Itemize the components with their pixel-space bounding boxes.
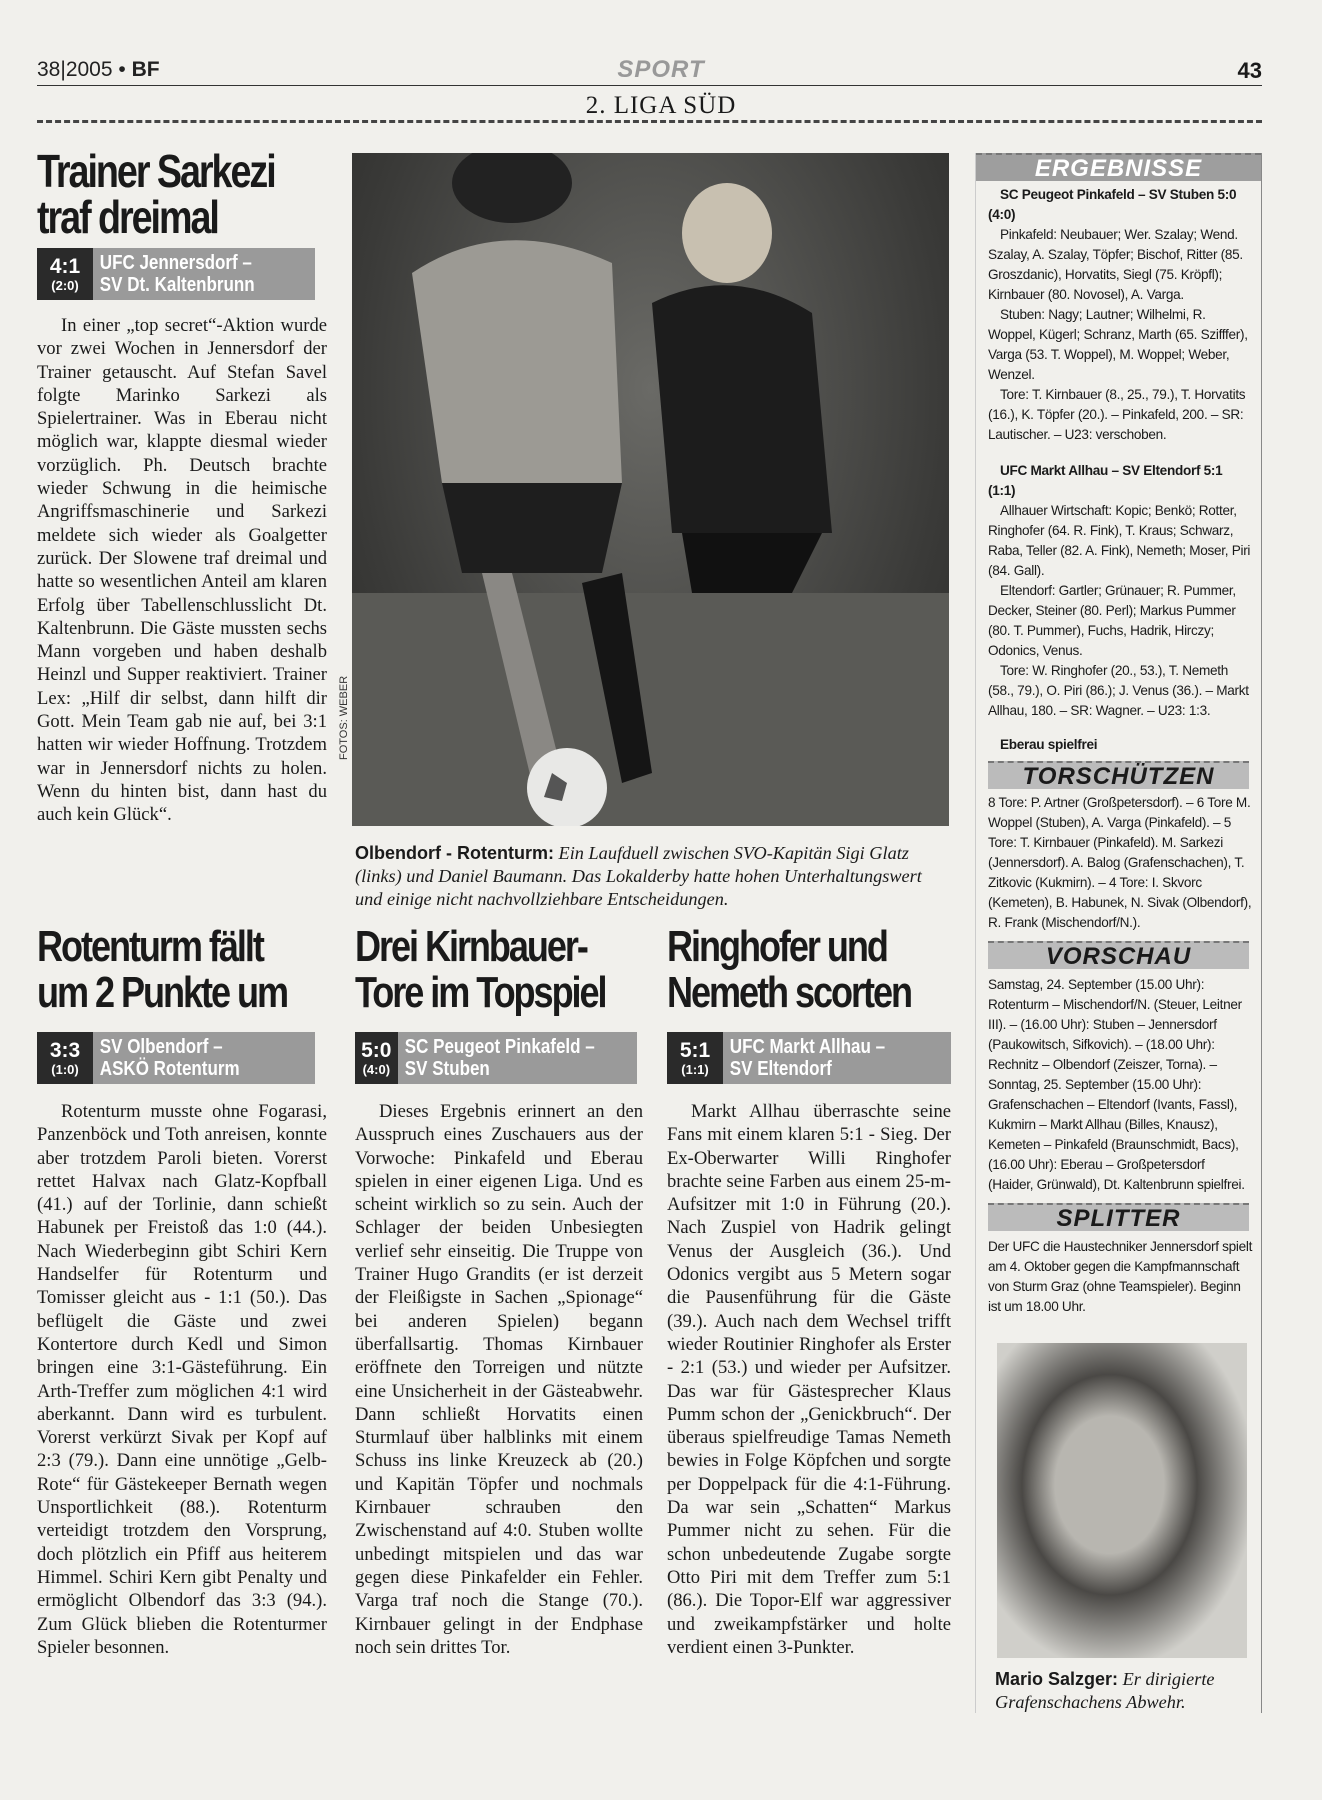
torschuetzen-heading: TORSCHÜTZEN [988,761,1249,789]
caption-lead: Mario Salzger: [995,1669,1119,1689]
lineup-away: Stuben: Nagy; Lautner; Wilhelmi, R. Woppel, Kügerl; Schranz, Marth (65. Szifffer), Varga (53. T. Woppel), M. Woppel; Weber, Wenzel. [988,307,1248,382]
halftime-score: (1:1) [681,1061,709,1077]
splitter-heading: SPLITTER [988,1203,1249,1231]
photo-caption [355,842,950,911]
halftime-score: (4:0) [362,1061,391,1077]
article-body: Dieses Ergebnis erinnert an den Ausspruch eines Zuschauers aus der Vorwoche: Pinkafeld und Eberau spielen in einer eigenen Liga. Und es scheint wirklich so zu sein. Auch der Schlager der beiden Unbesiegten verlief sehr einseitig. Die Truppe von Trainer Hugo Grandits (er ist derzeit der Fleißigste in Sachen „Spionage“ bei anderen Spielen) begann überfallsartig. Thomas Kirnbauer eröffnete den Torreigen und nützte eine Unsicherheit in der Gästeabwehr. Dann schließt Horvatits einen Sturmlauf über halblinks mit einem Schuss ins linke Kreuzeck ab (20.) und Kapitän Töpfer und nochmals Kirnbauer schrauben den Zwischenstand auf 4:0. Stuben wollte unbedingt mitspielen und das war gegen diese Pinkafelder ein Fehler. Varga traf noch die Stange (70.). Kirnbauer gelingt in der Endphase noch sein drittes Tor. [355,1101,643,1658]
final-score: 3:3 [49,1038,81,1062]
headline [37,922,287,1017]
halftime-score: (2:0) [51,277,79,293]
match-header: UFC Markt Allhau – SV Eltendorf 5:1 (1:1) [988,463,1223,498]
score-box [37,1032,315,1084]
match-goals: Tore: W. Ringhofer (20., 53.), T. Nemeth (58., 79.), O. Piri (86.); J. Venus (36.). – Markt Allhau, 180. – SR: Wagner. – U23: 1:3. [988,663,1249,718]
away-team: ASKÖ Rotenturm [99,1058,240,1080]
headline-line: Tore im Topspiel [355,968,606,1017]
match-photo [352,153,949,826]
caption-text: Ein Laufduell zwischen SVO-Kapitän Sigi Glatz (links) und Daniel Baumann. Das Lokalderby hatte hohen Unterhaltungswert und einige nicht nachvollziehbare Entscheidungen. [355,843,922,909]
league-title: 2. LIGA SÜD [585,92,737,119]
home-team: UFC Markt Allhau – [729,1036,886,1058]
score-box [667,1032,951,1084]
score-box [37,248,315,300]
away-team: SV Dt. Kaltenbrunn [99,274,255,296]
match-header: SC Peugeot Pinkafeld – SV Stuben 5:0 (4:0) [988,187,1237,222]
headline-line: Nemeth scorten [667,968,911,1017]
headline-line: Drei Kirnbauer- [355,922,587,971]
away-team: SV Eltendorf [729,1058,832,1080]
preview-text: Samstag, 24. September (15.00 Uhr): Rotenturm – Mischendorf/N. (Steuer, Leitner III). – (16.00 Uhr): Stuben – Jennersdorf (Paukowitsch, Sifkovich). – (18.00 Uhr): Rechnitz – Olbendorf (Zeiszer, Torna). – Sonntag, 25. September (15.00 Uhr): Grafenschachen – Eltendorf (Ivants, Fassl), Kukmirn – Markt Allhau (Billes, Knausz), Kemeten – Pinkafeld (Braunschmidt, Bacs), (16.00 Uhr): Eberau – Großpetersdorf (Haider, Grünwald), Dt. Kaltenbrunn spielfrei. [988,977,1245,1192]
headline: Trainer Sarkezi traf dreimal [37,145,275,243]
lineup-home: Pinkafeld: Neubauer; Wer. Szalay; Wend. Szalay, A. Szalay, Töpfer; Bischof, Ritter (85. Groszdanic), Horvatits, Siegl (75. Kröpfl); Kirnbauer (80. Novosel), A. Varga. [988,227,1243,302]
article-body: Markt Allhau überraschte seine Fans mit einem klaren 5:1 - Sieg. Der Ex-Oberwarter Willi Ringhofer brachte seine Farben aus einem 25-m-Aufsitzer mit 1:0 in Führung (20.). Nach Zuspiel von Hadrik gelingt Venus der Ausgleich (36.). Und Odonics vergibt aus 5 Metern sogar die Pausenführung für die Gäste (39.). Auch nach dem Wechsel trifft wieder Routinier Ringhofer als Erster - 2:1 (53.) und wieder per Aufsitzer. Das war für Gästesprecher Klaus Pumm schon der „Genickbruch“. Der überaus spielfreudige Tamas Nemeth bewies in Folge Köpfchen und sorgte per Doppelpack für die 4:1-Führung. Da war sein „Schatten“ Markus Pummer nicht zu sehen. Für die schon unbedeutende Zugabe sorgte Otto Piri mit dem Treffer zum 5:1 (86.). Die Topor-Elf war aggressiver und zweikampfstärker und holte verdient einen 3-Punkter. [667,1101,951,1658]
caption-text: Er dirigierte Grafenschachens Abwehr. [995,1669,1215,1712]
score-box [355,1032,637,1084]
header-dashed-rule [37,120,1262,123]
headline-line: Ringhofer und [667,922,887,971]
article-kirnbauer [355,924,643,1659]
football-players-image [352,153,949,826]
final-score: 4:1 [49,254,81,278]
home-team: SV Olbendorf – [99,1036,223,1058]
photo-credit: FOTOS: WEBER [338,675,350,760]
results-text [976,185,1261,755]
match-goals: Tore: T. Kirnbauer (8., 25., 79.), T. Horvatits (16.), K. Töpfer (20.). – Pinkafeld, 200. – SR: Lautischer. – U23: verschoben. [988,387,1246,442]
headline [667,922,911,1017]
article-body: Rotenturm musste ohne Fogarasi, Panzenböck und Toth anreisen, konnte aber trotzdem Paroli bieten. Vorerst rettet Halvax nach Glatz-Kopfball (41.) auf der Torlinie, dann schießt Habunek per Freistoß das 1:0 (44.). Nach Wiederbeginn gibt Schiri Kern Handselfer für Rotenturm und Tomisser gleicht aus - 1:1 (50.). Das beflügelt die Gäste und zwei Kontertore durch Kedl und Simon bringen eine 3:1-Gästeführung. Ein Arth-Treffer zum möglichen 4:1 wird aberkannt. Dann wird es turbulent. Vorerst verkürzt Sivak per Kopf auf 2:3 (79.). Dann eine unnötige „Gelb-Rote“ für Gästekeeper Bernath wegen Unsportlichkeit (88.). Rotenturm verteidigt trotzdem den Vorsprung, doch plötzlich ein Pfiff aus heiterem Himmel. Schiri Kern gibt Penalty und ermöglicht Olbendorf das 3:3 (94.). Zum Glück blieben die Rotenturmer Spieler besonnen. [37,1101,327,1658]
article-ringhofer [667,924,951,1659]
final-score: 5:1 [679,1038,711,1062]
lineup-away: Eltendorf: Gartler; Grünauer; R. Pummer, Decker, Steiner (80. Perl); Markus Pummer (80. T. Pummer), Fuchs, Hadrik, Hirczy; Odonics, Venus. [988,583,1236,658]
lineup-home: Allhauer Wirtschaft: Kopic; Benkö; Rotter, Ringhofer (64. R. Fink), T. Kraus; Schwarz, Raba, Teller (82. A. Fink), Nemeth; Moser, Piri (84. Gall). [988,503,1251,578]
away-team: SV Stuben [404,1058,490,1080]
vorschau-heading: VORSCHAU [988,941,1249,969]
headline [355,922,606,1017]
section-title: SPORT [617,56,705,83]
home-team: SC Peugeot Pinkafeld – [404,1036,595,1058]
issue-folio: 38|2005 • BF [37,58,160,81]
final-score: 5:0 [361,1038,392,1062]
scorers-text: 8 Tore: P. Artner (Großpetersdorf). – 6 Tore M. Woppel (Stuben), A. Varga (Pinkafeld). – 5 Tore: T. Kirnbauer (Pinkafeld). M. Sarkezi (Jennersdorf). A. Balog (Grafenschachen), T. Zitkovic (Kukmirn). – 4 Tore: I. Skvorc (Kemeten), B. Habunek, N. Sivak (Olbendorf), R. Frank (Mischendorf/N.). [988,795,1252,930]
headline-line: um 2 Punkte um [37,968,287,1017]
caption-lead: Olbendorf - Rotenturm: [355,843,554,863]
article-rotenturm [37,924,327,1659]
home-team: UFC Jennersdorf – [99,252,252,274]
bye-note: Eberau spielfrei [1000,737,1098,752]
article-body: In einer „top secret“-Aktion wurde vor zwei Wochen in Jennersdorf der Trainer getauscht. Auf Stefan Savel folgte Marinko Sarkezi als Spielertrainer. Was in Eberau nicht möglich war, klappte diesmal wieder vorzüglich. Ph. Deutsch brachte wieder Schwung in die heimische Angriffsmaschinerie und Sarkezi meldete sich wieder als Goalgetter zurück. Der Slowene traf dreimal und hatte so wesentlichen Anteil am klaren Erfolg über Tabellenschlusslicht Dt. Kaltenbrunn. Die Gäste mussten sechs Mann vorgeben und haben deshalb Heinzl und Supper reaktiviert. Trainer Lex: „Hilf dir selbst, dann hilft dir Gott. Mein Team gab nie auf, bei 3:1 hatten wir wieder Hoffnung. Trotzdem war in Jennersdorf nichts zu holen. Wenn du hinten bist, dann hast du auch kein Glück“. [37,315,327,826]
header-rule [37,85,1262,86]
ergebnisse-heading: ERGEBNISSE [976,153,1261,181]
page-number: 43 [1237,58,1262,83]
article-sarkezi [37,145,327,827]
headline-line: Rotenturm fällt [37,922,263,971]
portrait-photo [997,1343,1247,1658]
splitter-text: Der UFC die Haustechniker Jennersdorf spielt am 4. Oktober gegen die Kampfmannschaft von Sturm Graz (ohne Teamspieler). Beginn ist um 18.00 Uhr. [988,1239,1253,1314]
halftime-score: (1:0) [51,1061,79,1077]
portrait-caption [995,1668,1255,1714]
paper-name: BF [131,58,160,81]
issue-number: 38|2005 [37,58,113,81]
